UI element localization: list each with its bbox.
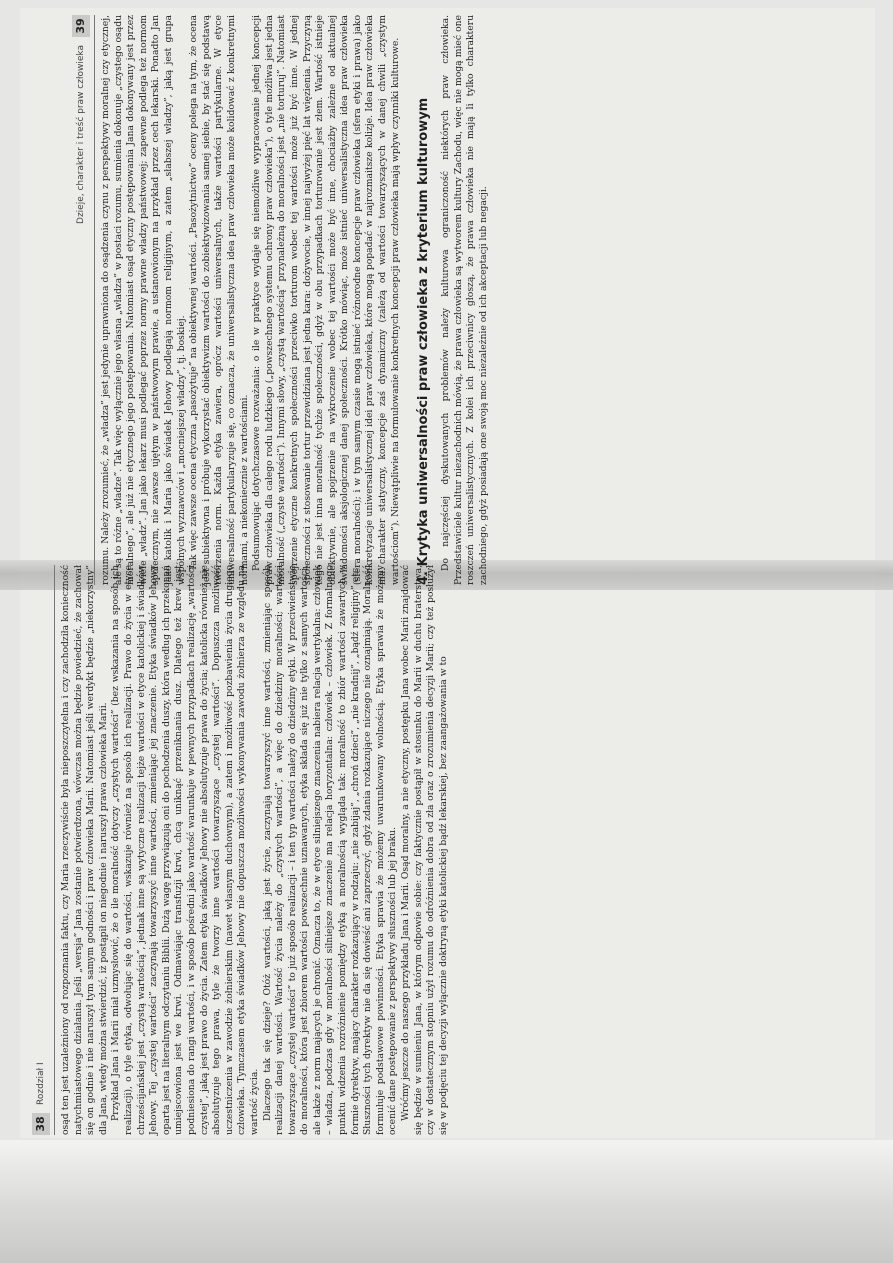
section-running-title: Dzieje, charakter i treść praw człowieka — [76, 45, 86, 224]
page-number-38: 38 — [32, 1113, 50, 1135]
left-page-body — [60, 565, 450, 1135]
left-page — [30, 565, 449, 1135]
paragraph: osąd ten jest uzależniony od rozpoznania faktu, czy Maria rzeczywiście była nieposzczytelna i czy zachodziła konieczność natychmiastowego działania. Jeśli „wersja” Jana zostanie potwierdzona, wówczas można będzie powiedzieć, że zachował się on godnie i nie naruszył tym samym godności i praw człowieka Marii. Natomiast jeśli werdykt będzie „niekorzystny” dla Jana, wtedy można stwierdzić, iż postąpił on niegodnie i naruszył prawa człowieka Marii. — [60, 565, 109, 1135]
paragraph: Przykład Jana i Marii miał uzmysłowić, że o ile moralność dotyczy „czystych wartości” (bez wskazania na sposób ich realizacji), o tyle etyka, odwołując się do wartości, wskazuje również na sposób ich realizacji. Prawo do życia w etyce chrześcijańskiej jest „czystą wartością”, jednak inne są wytyczne realizacji tejże wartości w etyce katolickiej i świadków Jehowy. Tej „czystej wartości” zaczynają towarzyszyć inne wartości, zmieniając jej znaczenie. Etyka świadków Jehowy oparta jest na literalnym odczytaniu Biblii. Dużą wagę przywiązują oni do pochodzenia duszy, która według ich przekonań umiejscowiona jest we krwi. Odmawiając transfuzji krwi, chcą uniknąć przeniknania dusz. Dlatego też krew jest podniesiona do rangi wartości, i w sposób pośredni jako wartość warunkuje w pewnych przypadkach realizację „wartości czystej”, jaką jest prawo do życia. Zatem etyka świadków Jehowy nie absolutyzuje prawa do życia; katolicka również nie absolutyzuje tego prawa, tyle że tworzy inne wartości towarzyszące „czystej wartości”. Dopuszcza możliwość uczestniczenia w zawodzie żołnierskim (nawet własnym duchownym), a zatem i możliwość pozbawienia życia drugiego człowieka. Tymczasem etyka świadków Jehowy nie dopuszcza możliwości wykonywania zawodu żołnierza ze względu na wartość życia. — [110, 565, 260, 1135]
paragraph: Tak więc zawsze ocena etyczna „pasożytuje” na obiektywnej wartości. „Pasożytnictwo” oceny polega na tym, że ocena jest subiektywna i próbuje wykorzystać obiektywizm wartości do zobiektywizowania samej siebie, by stać się podstawą tworzenia norm. Każda etyka zawiera, oprócz wartości uniwersalnych, także wartości partykularne. W etyce uniwersalność partykularyzuje się, co oznacza, że uniwersalistyczna idea praw człowieka może kolidować z konkretnymi normami, a niekoniecznie z wartościami. — [188, 15, 250, 585]
chapter-label: Rozdział I — [36, 1062, 46, 1105]
scan-bottom-edge — [0, 1140, 893, 1263]
section-heading: 4. Krytyka uniwersalności praw człowieka z kryterium kulturowym — [416, 97, 432, 585]
running-head-left — [30, 565, 55, 1135]
paragraph: Wróćmy jeszcze do naszego przykładu Jana i Marii. Osąd moralny, a nie etyczny, postępku Jana wobec Marii znajdować się będzie w sumieniu Jana, w którym odpowie sobie: czy faktycznie postąpił w stosunku do Marii w duchu braterstwa, czy w dostatecznym stopniu użył rozumu do odróżnienia dobra od zła oraz o zrozumienia decyzji Marii; czy też posłużył się w podjęciu tej decyzji wyłącznie doktryną etyki katolickiej bądź lekarskiej, bez zaangażowania w to — [400, 565, 449, 1135]
running-head-right — [70, 15, 95, 585]
page-number-39: 39 — [72, 15, 90, 37]
paragraph: rozumu. Należy zrozumieć, że „władza” jest jedynie uprawniona do osądzenia czynu z perspektywy moralnej czy etycznej, ale są to różne „władze”. Tak więc wyłącznie jego własna „władza” w postaci rozumu, sumienia dokonuje „czystego osądu moralnego”, ale już nie etycznego jego postępowania. Natomiast osąd etyczny postępowania Jana dokonywany jest przez wiele „władz”. Jan jako lekarz musi podlegać poprzez normy prawne władzy państwowej; zapewne podlega też normom społecznym, nie zawsze ujętym w państwowym prawie, a ustanowionym na przykład przez cech lekarski. Ponadto Jan jako katolik i Maria jako świadek Jehowy podlegają normom religijnym, a zatem „słabszej władzy”, jaką jest grupa współnych wyznawców i „mocniejszej władzy”, tj. boskiej. — [100, 15, 187, 585]
paragraph: Dlaczego tak się dzieje? Otóż wartości, jaką jest życie, zaczynają towarzyszyć inne wartości, zmieniając sposób realizacji danej wartości. Wartość życia należy do „czystych wartości”, a więc do dziedziny moralności; wartości towarzyszące „czystej wartości” to już sposób realizacji – i ten typ wartości należy do dziedziny etyki. W przeciwieństwie do moralności, która jest zbiorem wartości powszechnie uznawanych, etyka składa się już nie tylko z samych wartości, ale także z norm mających je chronić. Oznacza to, że w etyce silniejszego znaczenia nabiera relacja wertykalna: człowiek – władza, podczas gdy w moralności silniejsze znaczenie ma relacja horyzontalna: człowiek – człowiek. Z formalnego punktu widzenia rozróżnienie pomiędzy etyką a moralnością wygląda tak: moralność to zbiór wartości zawartych w formie dyrektyw, mający charakter rozkazujący w rodzaju: „nie zabijaj”, „chroń dzieci”, „nie kradnij”, „bądź religijny” etc. Słuszności tych dyrektyw nie da się dowieść ani zaprzeczyć, gdyż zdania rozkazujące niczego nie oznajmiają. Moralność formułuje podstawowe powinności. Etyka sprawia że możemy uwarunkowany wolnością. Etyka sprawia że możemy ocenić dane postępowanie z perspektywy słuszności lub jej braku. — [261, 565, 399, 1135]
right-page — [70, 15, 490, 585]
paragraph: Podsumowując dotychczasowe rozważania: o ile w praktyce wydaje się niemożliwe wypracowanie jednej koncepcji praw człowieka dla całego rodu ludzkiego („powszechnego systemu ochrony praw człowieka”), o tyle możliwa jest jedna moralność („czyste wartości”). Innymi słowy, „czystą wartością” przynależną do moralności jest „nie torturuj”. Natomiast spojrzenie etyczne konkretnych społeczności przeciwko torturom wobec tej wartości może już być inne. W jednej społeczności z stosowanie tortur przewidziana jest jedna kara: dożywocie, w innej najwyżej pięć lat więzienia. Przyczyną tego nie jest inna moralność tychże społeczności, gdyż w obu przypadkach torturowanie jest złem. Wartość istnieje obiektywnie, ale spojrzenie na wykroczenie wobec tej wartości może być inne, chociażby zależne od aktualnej świadomości aksjologicznej danej społeczności. Krótko mówiąc, może istnieć uniwersalistyczna idea praw człowieka (sfera moralności); i w tym samym czasie mogą istnieć różnorodne koncepcje praw człowieka (sfera etyki i prawa) jako konkretyzacje uniwersalistycznej idei praw człowieka, które mogą popadać w najrozmaitsze kolizje. Idea praw człowieka ma charakter statyczny, koncepcje zaś dynamiczny (zależą od wartości towarzyszących w danej chwili „czystym wartościom”). Niewątpliwie na formułowanie konkretnych koncepcji praw człowieka mają wpływ czynniki kulturowe. — [251, 15, 401, 585]
right-page-body — [100, 15, 491, 585]
paragraph: Do najczęściej dyskutowanych problemów należy kulturowa ograniczoność niektórych praw człowieka. Przedstawiciele kultur niezachodnich mówią, że prawa człowieka są wytworem kultury Zachodu, więc nie mogą mieć one roszczeń uniwersalistycznych. Z kolei ich przeciwnicy głoszą, że prawa człowieka nie mają li tylko charakteru zachodniego, gdyż posiadają one swoją moc niezależnie od ich akceptacji lub negacji. — [440, 15, 490, 585]
